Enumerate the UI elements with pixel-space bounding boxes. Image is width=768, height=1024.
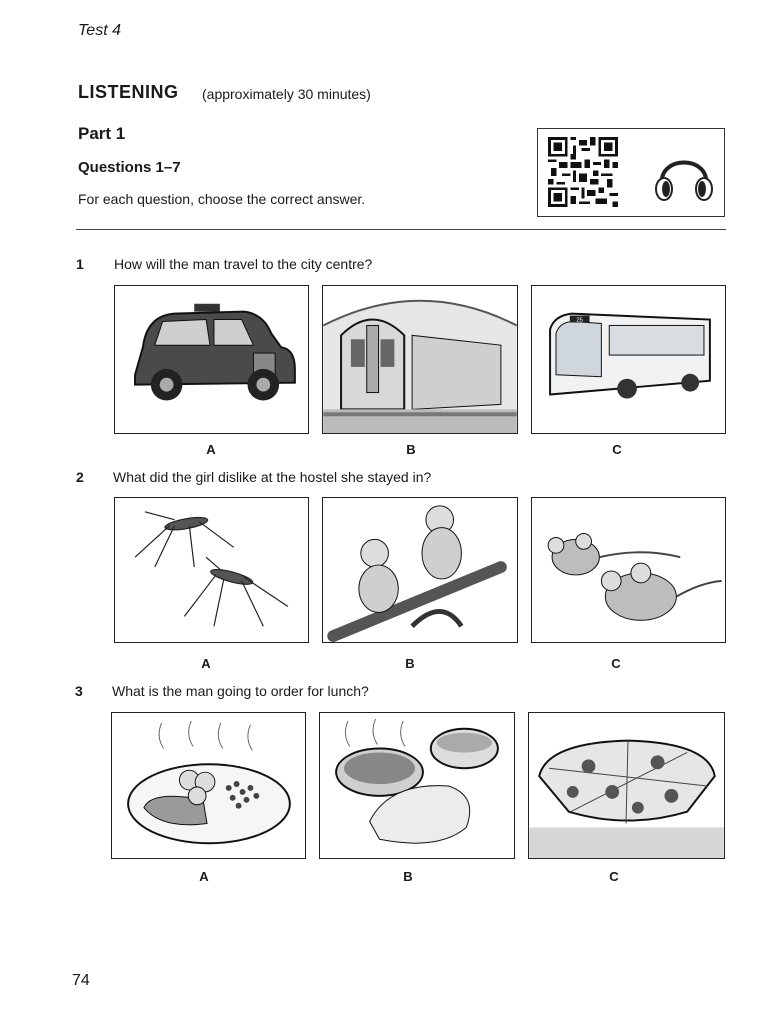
taxi-picture [115, 286, 308, 433]
question-3-text: What is the man going to order for lunch? [112, 683, 369, 699]
fish-with-potatoes-and-peas-picture [112, 713, 305, 858]
page-number: 74 [72, 972, 90, 989]
section-divider [76, 229, 726, 230]
q1-option-a-taxi-image[interactable] [114, 285, 309, 434]
underground-train-picture [323, 286, 517, 433]
headphones-icon[interactable] [650, 145, 718, 203]
section-subtitle: (approximately 30 minutes) [202, 86, 371, 102]
question-2-number: 2 [76, 469, 84, 485]
q1-option-b-train-image[interactable] [322, 285, 518, 434]
question-2-text: What did the girl dislike at the hostel she stayed in? [113, 469, 432, 485]
q2-option-b-label: B [405, 656, 415, 671]
q1-option-a-label: A [206, 442, 216, 457]
q3-option-b-curry-image[interactable] [319, 712, 515, 859]
test-label: Test 4 [78, 22, 121, 39]
qr-code-icon[interactable] [548, 137, 618, 207]
mosquitoes-picture [115, 498, 308, 642]
bus-picture [532, 286, 725, 433]
q2-option-c-mice-image[interactable] [531, 497, 726, 643]
monkeys-picture [323, 498, 517, 642]
q3-option-a-fish-meal-image[interactable] [111, 712, 306, 859]
question-3-number: 3 [75, 683, 83, 699]
questions-range: Questions 1–7 [78, 159, 181, 176]
q2-option-c-label: C [611, 656, 621, 671]
question-1-number: 1 [76, 256, 84, 272]
section-title: LISTENING [78, 82, 179, 102]
bus-route-number: 25 [576, 317, 583, 324]
mice-picture [532, 498, 725, 642]
q3-option-a-label: A [199, 869, 209, 884]
instruction-text: For each question, choose the correct answer. [78, 191, 366, 207]
pizza-picture [529, 713, 724, 858]
question-1-text: How will the man travel to the city centre? [114, 256, 373, 272]
q3-option-c-pizza-image[interactable] [528, 712, 725, 859]
q2-option-b-monkeys-image[interactable] [322, 497, 518, 643]
q1-option-c-bus-image[interactable] [531, 285, 726, 434]
q2-option-a-label: A [201, 656, 211, 671]
q3-option-b-label: B [403, 869, 413, 884]
q1-option-b-label: B [406, 442, 416, 457]
q2-option-a-mosquitoes-image[interactable] [114, 497, 309, 643]
q3-option-c-label: C [609, 869, 619, 884]
part-title: Part 1 [78, 124, 126, 143]
curry-with-rice-and-naan-picture [320, 713, 514, 858]
q1-option-c-label: C [612, 442, 622, 457]
